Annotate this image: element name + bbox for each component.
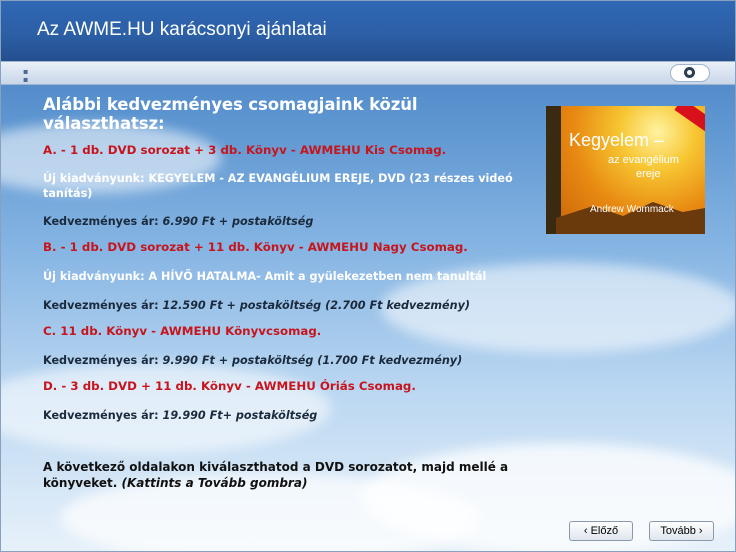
offer-b-description: Új kiadványunk: A HÍVŐ HATALMA- Amit a gyülekezetben nem tanultál	[43, 270, 487, 283]
cover-spine	[546, 106, 561, 234]
toolbar	[1, 61, 735, 85]
cover-title-2: az evangélium	[608, 154, 679, 166]
next-button[interactable]: Tovább ›	[649, 521, 714, 541]
cover-author: Andrew Wommack	[590, 204, 674, 215]
previous-button[interactable]: ‹ Előző	[569, 521, 633, 541]
offer-a-title: A. - 1 db. DVD sorozat + 3 db. Könyv - AWMEHU Kis Csomag.	[43, 143, 447, 157]
offer-d-price: Kedvezményes ár: 19.990 Ft+ postaköltség	[43, 409, 318, 422]
camera-icon	[684, 67, 695, 78]
page-heading: Alábbi kedvezményes csomagjaink közül választhatsz:	[43, 95, 418, 133]
footer-instructions: A következő oldalakon kiválaszthatod a DVD sorozatot, majd mellé a könyveket. (Kattints a Tovább gombra)	[43, 460, 509, 490]
offer-content	[43, 95, 523, 423]
offer-a-description: Új kiadványunk: KEGYELEM - AZ EVANGÉLIUM EREJE, DVD (23 részes videó tanítás)	[43, 172, 513, 200]
offer-a-price: Kedvezményes ár: 6.990 Ft + postaköltség	[43, 215, 314, 228]
grip-icon[interactable]: ▪ ▪	[23, 67, 29, 84]
cover-title-1: Kegyelem –	[569, 130, 665, 150]
offer-b-title: B. - 1 db. DVD sorozat + 11 db. Könyv - AWMEHU Nagy Csomag.	[43, 240, 468, 254]
dvd-cover-image	[546, 106, 705, 234]
offer-c-title: C. 11 db. Könyv - AWMEHU Könyvcsomag.	[43, 324, 322, 338]
window-title: Az AWME.HU karácsonyi ajánlatai	[37, 19, 327, 40]
camera-button[interactable]	[670, 64, 710, 82]
cover-title-3: ereje	[636, 168, 661, 180]
title-bar	[1, 1, 735, 61]
cover-badge	[674, 106, 705, 132]
offer-c-price: Kedvezményes ár: 9.990 Ft + postaköltség (1.700 Ft kedvezmény)	[43, 354, 463, 367]
offer-d-title: D. - 3 db. DVD + 11 db. Könyv - AWMEHU Óriás Csomag.	[43, 379, 416, 393]
offer-b-price: Kedvezményes ár: 12.590 Ft + postaköltség (2.700 Ft kedvezmény)	[43, 299, 471, 312]
